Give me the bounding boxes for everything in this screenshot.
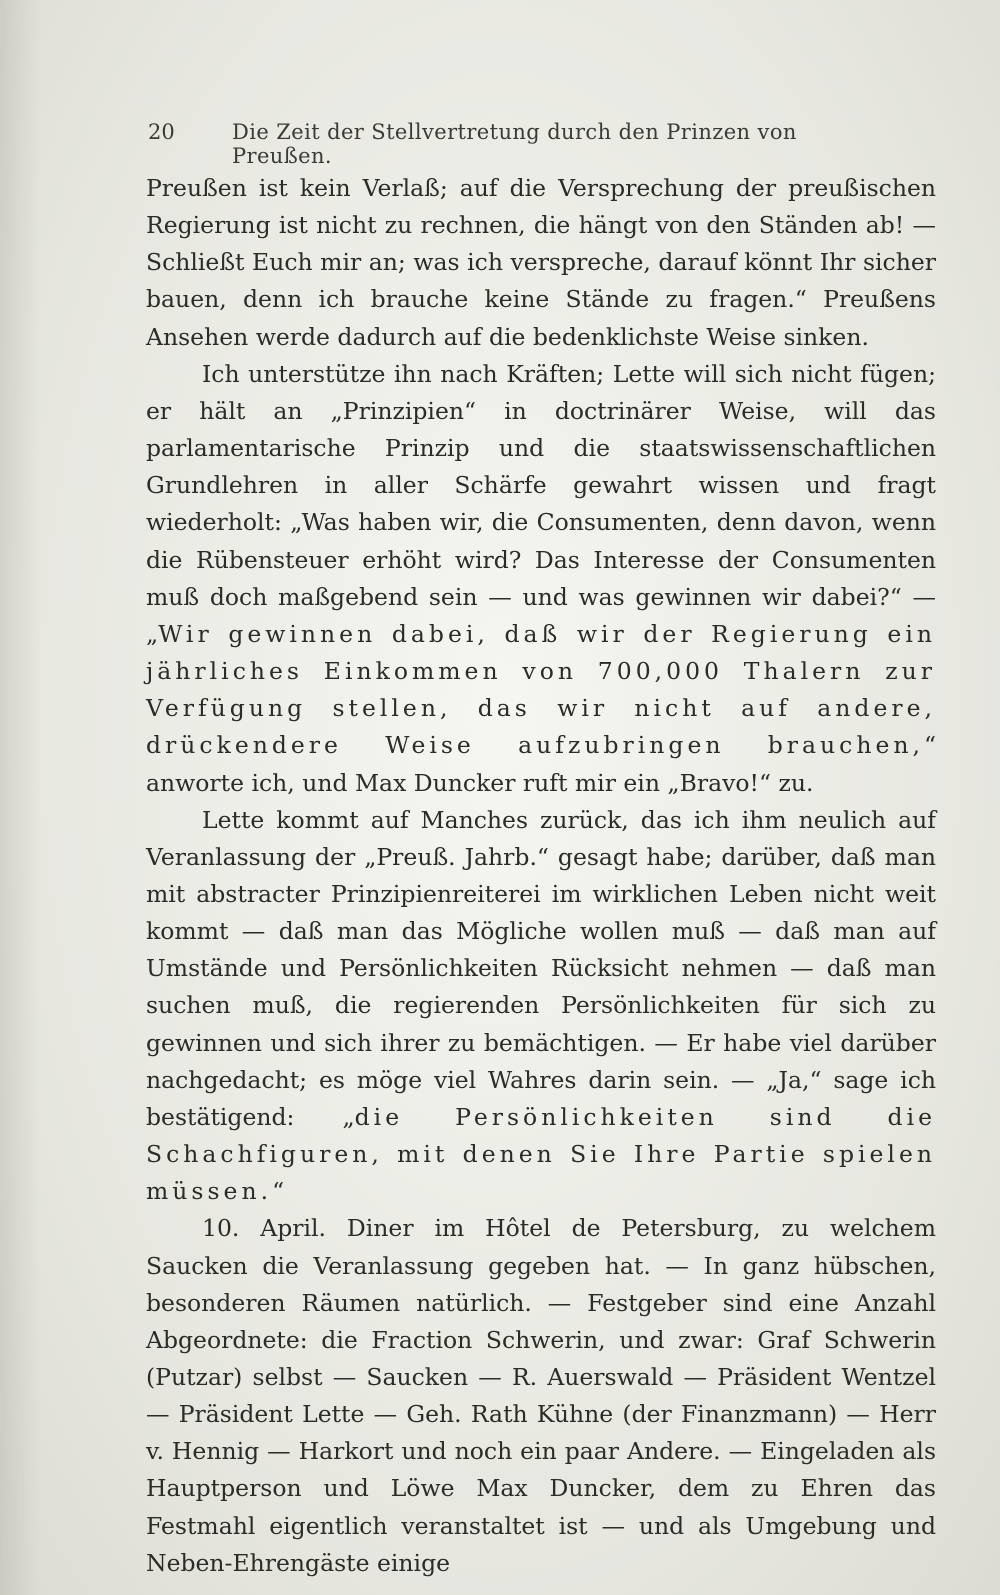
paragraph-2: [146, 356, 936, 802]
paragraph-3-text-before: Lette kommt auf Manches zurück, das ich ihm neulich auf Veranlassung der „Preuß. Jahrb.“ gesagt habe; darüber, daß man mit abstracter Prinzipienreiterei im wirklichen Leben nicht weit kommt — daß man das Mögliche wollen muß — daß man auf Umstände und Persönlichkeiten Rücksicht nehmen — daß man suchen muß, die regierenden Persönlichkeiten für sich zu gewinnen und sich ihrer zu bemächtigen. — Er habe viel darüber nachgedacht; es möge viel Wahres darin sein. — „Ja,“ sage ich bestätigend: „: [146, 805, 936, 1131]
paragraph-3-text-after: “: [272, 1177, 285, 1206]
paragraph-2-text-after: “ anworte ich, und Max Duncker ruft mir ein „Bravo!“ zu.: [146, 731, 936, 797]
paragraph-4-text: Diner im Hôtel de Petersburg, zu welchem Saucken die Veranlassung gegeben hat. — In ganz hübschen, besonderen Räumen natürlich. — Festgeber sind eine Anzahl Abgeordnete: die Fraction Schwerin, und zwar: Graf Schwerin (Putzar) selbst — Saucken — R. Auerswald — Präsident Wentzel — Präsident Lette — Geh. Rath Kühne (der Finanzmann) — Herr v. Hennig — Harkort und noch ein paar Andere. — Eingeladen als Hauptperson und Löwe Max Duncker, dem zu Ehren das Festmahl eigentlich veranstaltet ist — und als Umgebung und Neben-Ehrengäste einige: [146, 1214, 936, 1577]
diary-date: 10. April.: [202, 1214, 327, 1243]
body-text: [146, 170, 936, 1582]
page-header: [148, 116, 858, 168]
paragraph-1: [146, 170, 936, 356]
running-title: Die Zeit der Stellvertretung durch den Prinzen von Preußen.: [232, 120, 797, 168]
paragraph-3-spaced-emphasis: die Persönlichkeiten sind die Schachfiguren, mit denen Sie Ihre Partie spielen müssen.: [146, 1102, 936, 1206]
paragraph-1-text: Preußen ist kein Verlaß; auf die Versprechung der preußischen Regierung ist nicht zu rechnen, die hängt von den Ständen ab! — Schließt Euch mir an; was ich verspreche, darauf könnt Ihr sicher bauen, denn ich brauche keine Stände zu fragen.“ Preußens Ansehen werde dadurch auf die bedenklichste Weise sinken.: [146, 174, 936, 351]
paragraph-4: [146, 1210, 936, 1582]
paragraph-2-text-before: Ich unterstütze ihn nach Kräften; Lette will sich nicht fügen; er hält an „Prinzipien“ in doctrinärer Weise, will das parlamentarische Prinzip und die staatswissenschaftlichen Grundlehren in aller Schärfe gewahrt wissen und fragt wiederholt: „Was haben wir, die Consumenten, denn davon, wenn die Rübensteuer erhöht wird? Das Interesse der Consumenten muß doch maßgebend sein — und was gewinnen wir dabei?“ — „: [146, 359, 936, 648]
paragraph-3: [146, 802, 936, 1211]
page-spine-shadow: [0, 0, 40, 1595]
page-number: 20: [148, 120, 175, 144]
paragraph-2-spaced-emphasis: Wir gewinnen dabei, daß wir der Regierung ein jährliches Einkommen von 700,000 Thalern zur Verfügung stellen, das wir nicht auf andere, drückendere Weise aufzubringen brauchen,: [146, 619, 936, 760]
